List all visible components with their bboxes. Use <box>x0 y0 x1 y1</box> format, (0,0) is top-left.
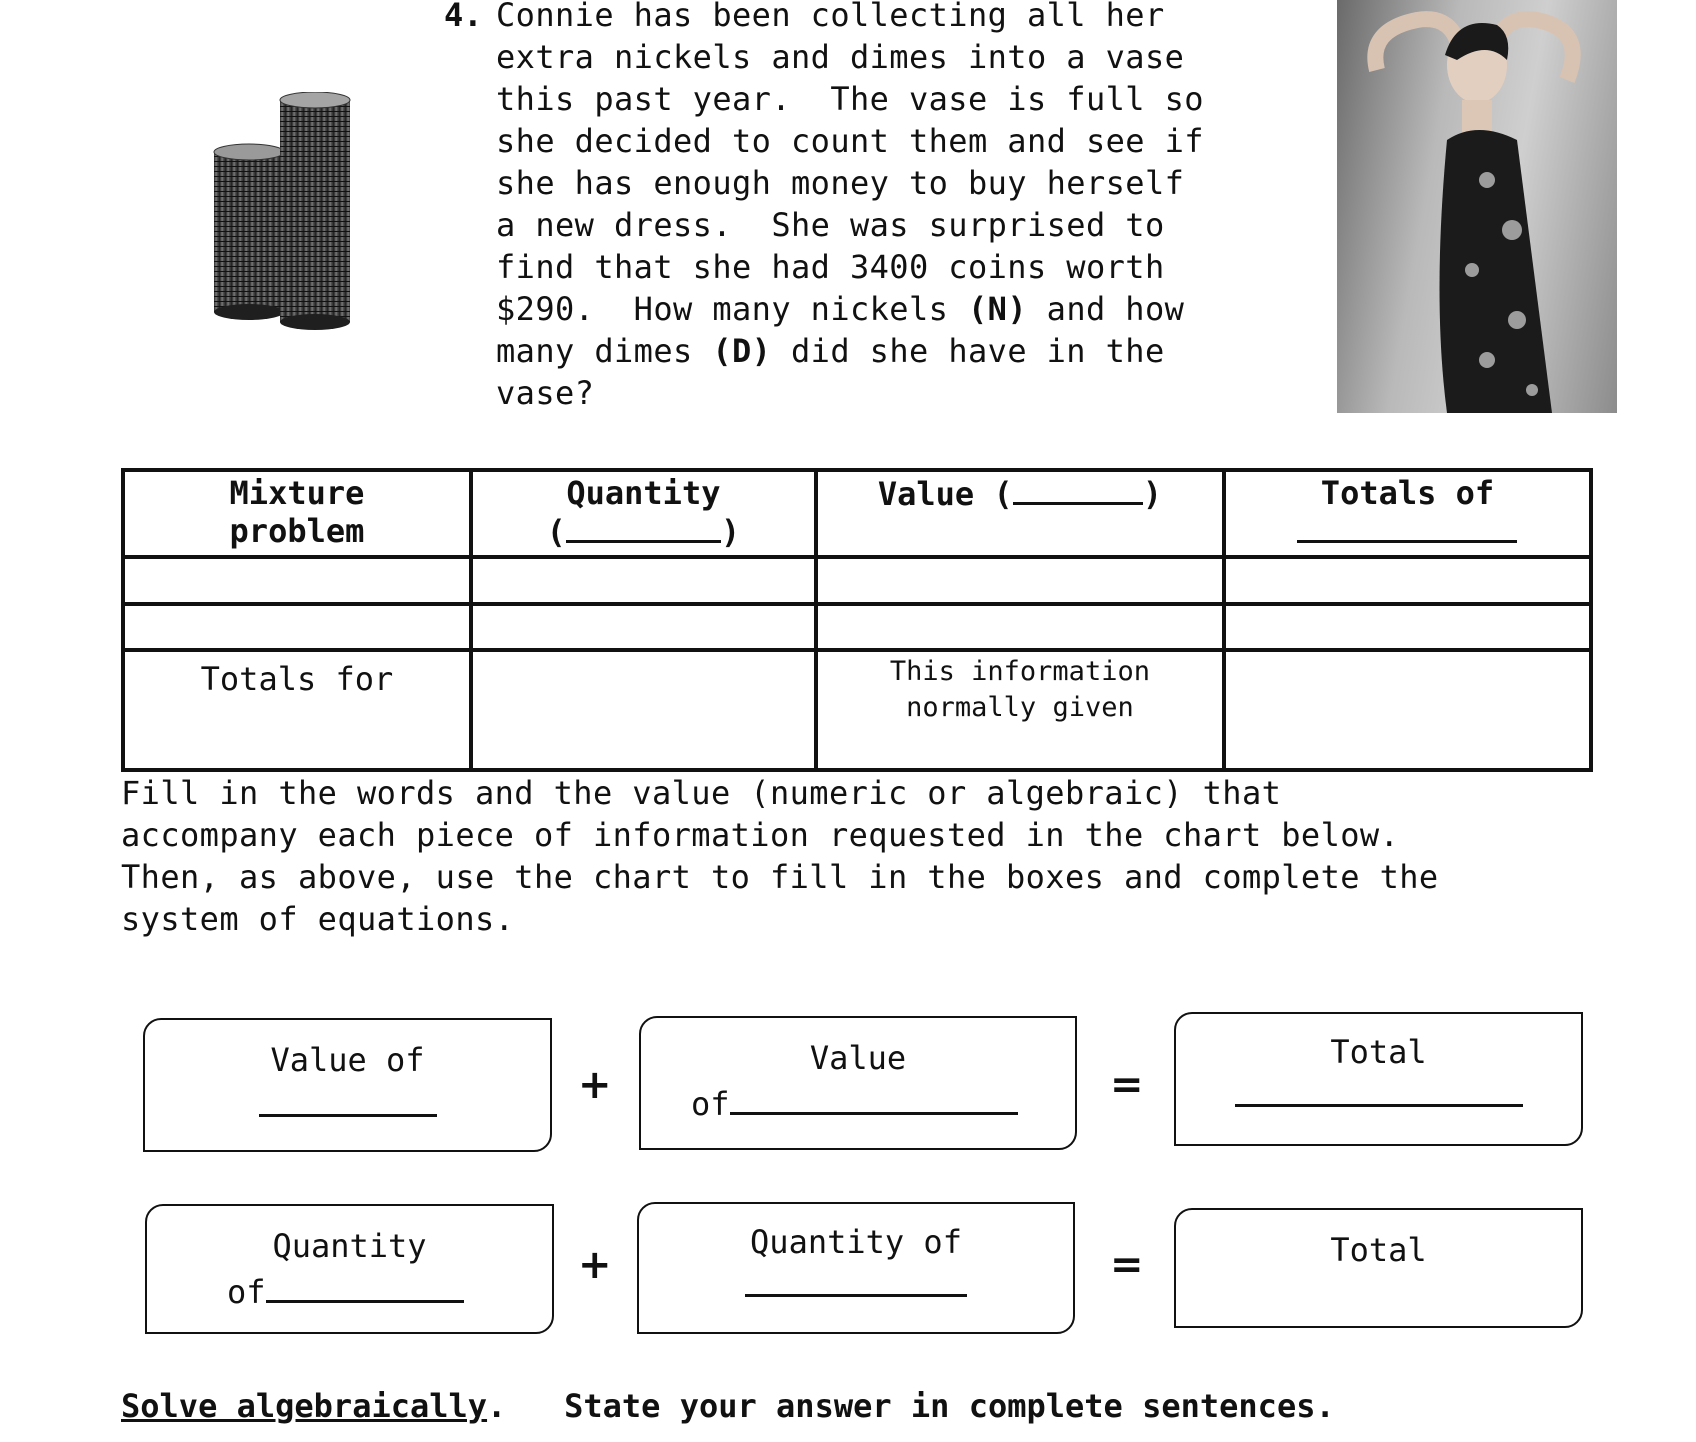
table-cell[interactable] <box>1224 650 1591 770</box>
dimes-variable: (D) <box>712 332 772 370</box>
value-blank[interactable] <box>1013 474 1143 505</box>
answer-line <box>259 1094 437 1117</box>
problem-text: Connie has been collecting all her extra nickels and dimes into a vase this past year. The vase is full so she decided to count them and see if she has enough money to buy herself a new dress. She was surprised to find that she had 3400 coins worth $290. How many nickels (N) and how many dimes (D) did she have in the vase? <box>496 0 1316 414</box>
problem-line: find that she had 3400 coins worth <box>496 248 1165 286</box>
problem-line: a new dress. She was surprised to <box>496 206 1165 244</box>
table-cell[interactable] <box>1224 557 1591 604</box>
answer-line <box>266 1300 464 1303</box>
header-value: Value ( ) <box>816 470 1224 557</box>
woman-in-dress-photo <box>1337 0 1617 413</box>
problem-line: $290. How many nickels <box>496 290 968 328</box>
total-box-2[interactable]: Total <box>1174 1208 1583 1328</box>
totals-row <box>123 650 1591 770</box>
coin-stack-right <box>280 92 350 330</box>
answer-line <box>745 1270 967 1297</box>
equals-sign: = <box>1110 1242 1144 1288</box>
table-cell[interactable] <box>471 557 816 604</box>
table-header-row <box>123 470 1591 557</box>
answer-line <box>1235 1082 1523 1107</box>
table-row <box>123 557 1591 604</box>
coin-stacks-image <box>208 92 368 332</box>
table-cell[interactable] <box>816 604 1224 651</box>
value-of-box-2[interactable]: Value of <box>639 1016 1077 1150</box>
total-box-1[interactable]: Total <box>1174 1012 1583 1146</box>
value-of-box-1[interactable]: Value of <box>143 1018 552 1152</box>
table-cell[interactable] <box>1224 604 1591 651</box>
quantity-of-box-2[interactable]: Quantity of <box>637 1202 1075 1334</box>
answer-line <box>730 1112 1018 1115</box>
problem-line: vase? <box>496 374 595 412</box>
mixture-table <box>121 468 1593 772</box>
problem-number: 4. <box>444 0 483 34</box>
totals-for-label: Totals for <box>123 650 471 770</box>
plus-sign: + <box>578 1062 612 1108</box>
instructions: Fill in the words and the value (numeric or algebraic) that accompany each piece of information requested in the chart below. Then, as above, use the chart to fill in the boxes and complete the system of equations. <box>121 774 1439 938</box>
table-cell[interactable] <box>123 557 471 604</box>
nickels-variable: (N) <box>967 290 1027 328</box>
table-cell[interactable] <box>816 557 1224 604</box>
problem-line: extra nickels and dimes into a vase <box>496 38 1185 76</box>
info-normally-given-note: This information normally given <box>816 650 1224 770</box>
state-answer: State your answer in complete sentences. <box>564 1387 1335 1425</box>
equals-sign: = <box>1110 1062 1144 1108</box>
header-mixture-problem: Mixture problem <box>123 470 471 557</box>
table-cell[interactable] <box>471 604 816 651</box>
problem-line: Connie has been collecting all her <box>496 0 1165 34</box>
footer-directions: Solve algebraically. State your answer in complete sentences. <box>121 1387 1335 1425</box>
plus-sign: + <box>578 1242 612 1288</box>
table-row <box>123 604 1591 651</box>
table-cell[interactable] <box>123 604 471 651</box>
problem-line: she decided to count them and see if <box>496 122 1204 160</box>
quantity-blank[interactable] <box>566 512 721 543</box>
table-cell[interactable] <box>471 650 816 770</box>
solve-algebraically: Solve algebraically <box>121 1387 488 1425</box>
header-quantity: Quantity ( ) <box>471 470 816 557</box>
problem-line: this past year. The vase is full so <box>496 80 1204 118</box>
header-totals-of: Totals of <box>1224 470 1591 557</box>
totals-of-blank[interactable] <box>1297 512 1517 543</box>
problem-line: she has enough money to buy herself <box>496 164 1185 202</box>
coin-stack-left <box>214 144 284 320</box>
quantity-of-box-1[interactable]: Quantity of <box>145 1204 554 1334</box>
problem-line: many dimes <box>496 332 713 370</box>
